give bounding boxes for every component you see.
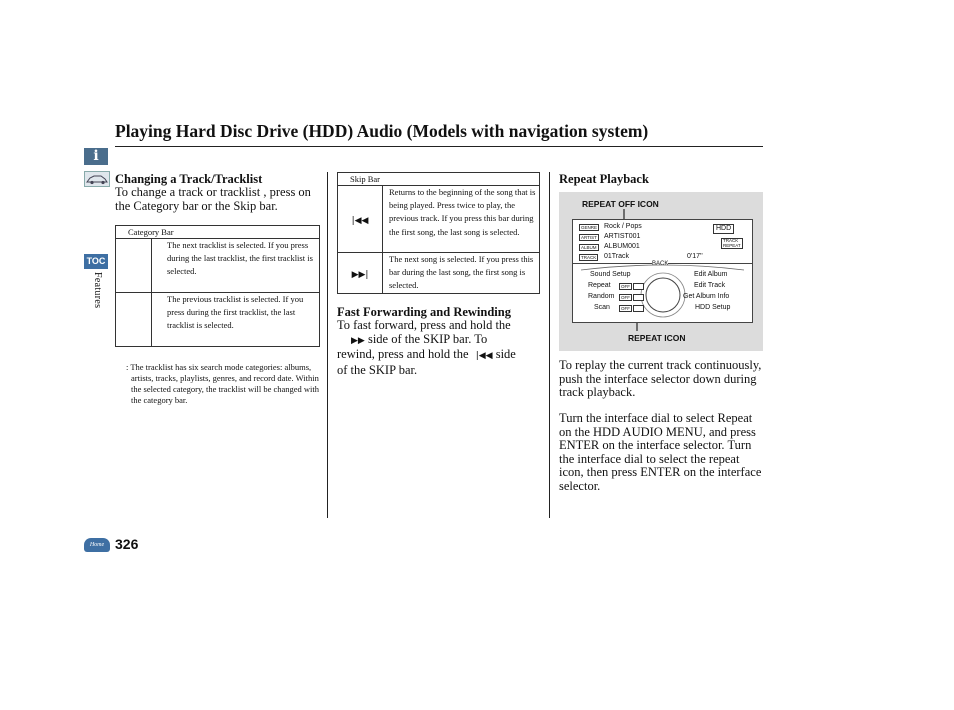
menu-random[interactable]: Random	[588, 293, 615, 300]
repeat-off-icon-label: REPEAT OFF ICON	[582, 199, 659, 209]
repeat-icon-label: REPEAT ICON	[628, 333, 686, 343]
menu-scan[interactable]: Scan	[594, 304, 610, 311]
ff-line-4: of the SKIP bar.	[337, 362, 418, 377]
skip-row-forward: The next song is selected. If you press this bar during the last song, the first song is selected.	[383, 253, 540, 294]
fast-forward-icon: ▶▶	[351, 335, 365, 346]
ff-line-2	[337, 333, 547, 349]
page-number: 326	[115, 536, 139, 552]
skip-back-icon-cell	[338, 186, 383, 253]
elapsed-time: 0'17''	[687, 253, 703, 260]
category-bar-header: Category Bar	[116, 226, 320, 239]
fast-forward-text	[337, 319, 547, 377]
repeat-off-icon[interactable]	[633, 283, 644, 290]
rewind-icon: |◀◀	[475, 351, 493, 361]
hdd-menu-figure	[559, 192, 763, 351]
genre-tag: GENRE	[581, 225, 598, 230]
home-icon[interactable]: Home	[84, 538, 110, 552]
category-down-icon-cell	[116, 293, 152, 347]
scan-icon[interactable]	[633, 305, 644, 312]
skip-row-back: Returns to the beginning of the song that is being played. Press twice to play, the previous track. If you press this bar during the first song, the last song is selected.	[383, 186, 540, 253]
title-divider	[115, 146, 763, 147]
section-heading-repeat: Repeat Playback	[559, 172, 649, 186]
column-divider-1	[327, 172, 328, 518]
category-row-next: The next tracklist is selected. If you press during the last tracklist, the first tracklist is selected.	[152, 239, 320, 293]
hdd-audio-screen	[572, 219, 753, 323]
changing-track-intro: To change a track or tracklist , press on the Category bar or the Skip bar.	[115, 185, 311, 213]
column-divider-2	[549, 172, 550, 518]
random-icon[interactable]	[633, 294, 644, 301]
section-heading-fast-forward: Fast Forwarding and Rewinding	[337, 305, 511, 319]
page-title: Playing Hard Disc Drive (HDD) Audio (Models with navigation system)	[115, 121, 649, 141]
menu-edit-album[interactable]: Edit Album	[694, 271, 728, 278]
ff-line-3-text: rewind, press and hold the	[337, 347, 469, 361]
ff-line-3	[337, 348, 547, 364]
section-heading-changing-track: Changing a Track/Tracklist	[115, 172, 263, 186]
random-off-tag: OFF	[621, 295, 630, 300]
album-value: ALBUM001	[604, 243, 640, 250]
genre-value: Rock / Pops	[604, 223, 642, 230]
scan-off-tag: OFF	[621, 306, 630, 311]
ff-line-1: To fast forward, press and hold the	[337, 318, 511, 332]
skip-bar-table	[337, 172, 540, 294]
car-icon[interactable]	[84, 171, 110, 187]
repeat-paragraph-1: To replay the current track continuously, push the interface selector down during track playback.	[559, 358, 762, 399]
back-button[interactable]: BACK	[652, 261, 669, 267]
hdd-source-badge: HDD	[713, 224, 734, 234]
skip-bar-header: Skip Bar	[338, 173, 540, 186]
menu-hdd-setup[interactable]: HDD Setup	[695, 304, 731, 311]
menu-edit-track[interactable]: Edit Track	[694, 282, 726, 289]
skip-forward-icon-cell	[338, 253, 383, 294]
track-tag: TRACK	[581, 255, 597, 260]
category-up-icon-cell	[116, 239, 152, 293]
artist-tag: ARTIST	[581, 235, 597, 240]
category-row-previous: The previous tracklist is selected. If you press during the first tracklist, the last tracklist is selected.	[152, 293, 320, 347]
repeat-off-tag: OFF	[621, 284, 630, 289]
section-label: Features	[92, 272, 103, 309]
category-bar-table	[115, 225, 320, 347]
album-tag: ALBUM	[581, 245, 597, 250]
skip-back-icon: |◀◀	[351, 216, 369, 226]
toc-icon[interactable]: TOC	[84, 254, 108, 269]
info-icon[interactable]: i	[84, 148, 108, 165]
menu-get-album-info[interactable]: Get Album Info	[683, 293, 730, 300]
skip-forward-icon: ▶▶|	[351, 269, 369, 280]
repeat-paragraph-2: Turn the interface dial to select Repeat on the HDD AUDIO MENU, and press ENTER on the interface selector. Turn the interface dial to select the repeat icon, then press ENTER on the interface selector.	[559, 411, 762, 493]
menu-sound-setup[interactable]: Sound Setup	[590, 271, 631, 278]
artist-value: ARTIST001	[604, 233, 641, 240]
track-value: 01Track	[604, 253, 630, 260]
menu-repeat[interactable]: Repeat	[588, 282, 611, 289]
ff-line-3-side: side	[495, 347, 516, 361]
ff-line-2-text: side of the SKIP bar. To	[367, 331, 488, 346]
tracklist-footnote: : The tracklist has six search mode categories: albums, artists, tracks, playlists, genres, and record date. Within the selected category, the tracklist will be changed with the category bar.	[126, 362, 320, 405]
track-repeat-badge: TRACK REPEAT	[721, 238, 743, 249]
